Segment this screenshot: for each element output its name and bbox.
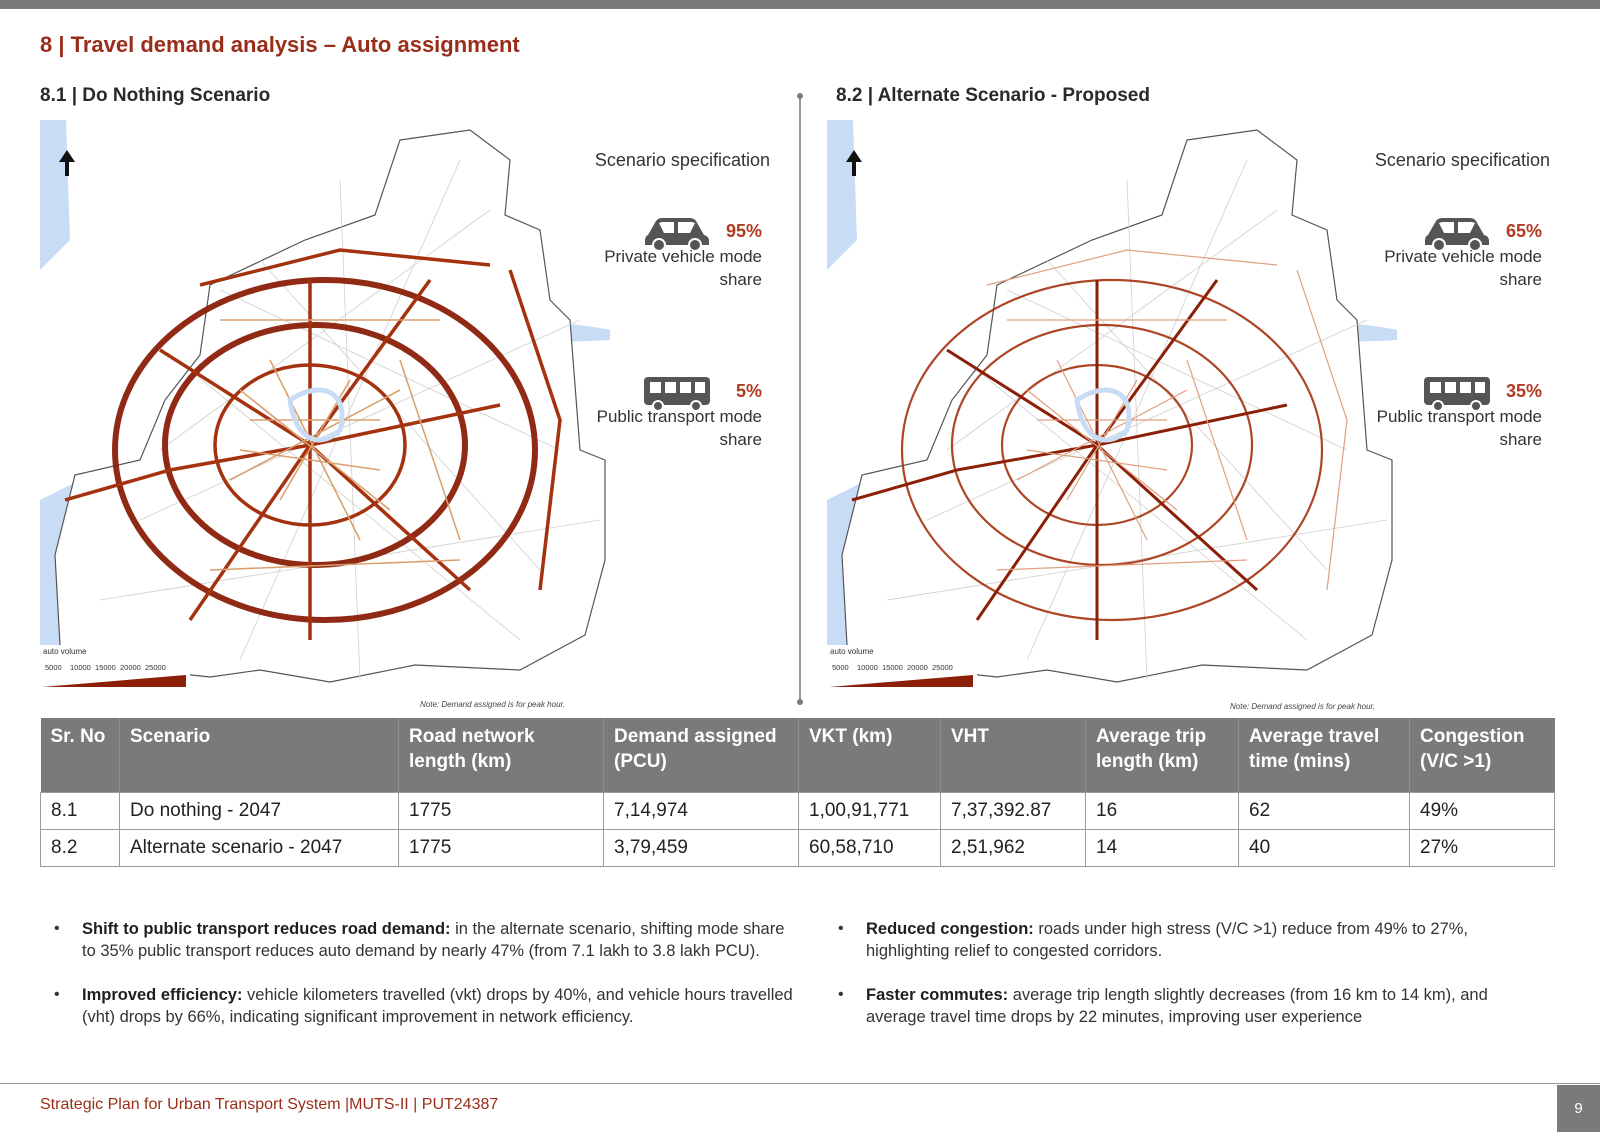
table-cell: 1775: [399, 792, 604, 829]
finding-bullet: [834, 984, 1534, 1028]
map-note: Note: Demand assigned is for peak hour.: [420, 700, 566, 709]
table-cell: 40: [1239, 829, 1410, 866]
network-map: [827, 120, 1409, 698]
top-bar: [0, 0, 1600, 9]
page-number: 9: [1557, 1085, 1600, 1132]
private-mode-row: [560, 215, 770, 375]
section-title-alternate: 8.2 | Alternate Scenario - Proposed: [836, 85, 1150, 106]
finding-heading: Shift to public transport reduces road demand:: [82, 920, 451, 938]
table-cell: Alternate scenario - 2047: [120, 829, 399, 866]
table-row: [41, 829, 1555, 866]
public-mode-row: [560, 375, 770, 535]
footer-divider: [0, 1083, 1600, 1084]
table-cell: 62: [1239, 792, 1410, 829]
finding-heading: Faster commutes:: [866, 986, 1009, 1004]
legend-tick: 5000: [45, 663, 62, 672]
table-cell: 7,37,392.87: [941, 792, 1086, 829]
public-mode-share-value: 35%: [1505, 381, 1542, 401]
north-arrow-icon: [57, 148, 77, 178]
finding-text: roads under high stress (V/C >1) reduce from 49% to 27%, highlighting relief to congested corridors.: [866, 920, 1469, 960]
map-do-nothing: [40, 120, 622, 698]
column-header: Demand assigned (PCU): [604, 718, 799, 792]
table-cell: 8.2: [41, 829, 120, 866]
table-cell: 3,79,459: [604, 829, 799, 866]
column-header: Congestion (V/C >1): [1410, 718, 1555, 792]
legend-tick: 10000: [70, 663, 91, 672]
legend-tick: 20000: [120, 663, 141, 672]
column-header: Average travel time (mins): [1239, 718, 1410, 792]
scenario-spec-right: [1340, 150, 1550, 535]
legend-tick: 25000: [932, 663, 953, 672]
table-cell: 27%: [1410, 829, 1555, 866]
legend-title: auto volume: [43, 647, 87, 656]
column-header: VKT (km): [799, 718, 941, 792]
table-cell: 2,51,962: [941, 829, 1086, 866]
legend-bar: [40, 673, 190, 689]
public-mode-share-label: Public transport mode share: [596, 407, 762, 449]
finding-bullet: [50, 918, 795, 962]
map-note: Note: Demand assigned is for peak hour.: [1230, 702, 1376, 711]
findings-right: [834, 918, 1534, 1050]
legend-ticks: [45, 663, 170, 672]
legend: [827, 645, 977, 690]
column-header: Road network length (km): [399, 718, 604, 792]
legend-tick: 20000: [907, 663, 928, 672]
section-divider: [799, 96, 801, 702]
table-cell: 60,58,710: [799, 829, 941, 866]
column-header: Sr. No: [41, 718, 120, 792]
finding-bullet: [834, 918, 1534, 962]
finding-text: in the alternate scenario, shifting mode share to 35% public transport reduces auto demand by nearly 47% (from 7.1 lakh to 3.8 lakh PCU).: [82, 920, 785, 960]
table-cell: 1,00,91,771: [799, 792, 941, 829]
public-mode-share-value: 5%: [735, 381, 762, 401]
legend-tick: 10000: [857, 663, 878, 672]
private-mode-row: [1340, 215, 1550, 375]
column-header: VHT: [941, 718, 1086, 792]
scenario-spec-left: [560, 150, 770, 535]
public-mode-row: [1340, 375, 1550, 535]
private-mode-share-label: Private vehicle mode share: [604, 247, 762, 289]
spec-title: Scenario specification: [1374, 150, 1550, 170]
private-mode-share-label: Private vehicle mode share: [1384, 247, 1542, 289]
findings-left: [50, 918, 795, 1050]
network-map: [40, 120, 622, 698]
finding-heading: Improved efficiency:: [82, 986, 243, 1004]
scenario-comparison-table: [40, 718, 1555, 867]
table-cell: 49%: [1410, 792, 1555, 829]
footer-text: Strategic Plan for Urban Transport System |MUTS-II | PUT24387: [40, 1096, 499, 1113]
column-header: Average trip length (km): [1086, 718, 1239, 792]
legend-tick: 15000: [882, 663, 903, 672]
finding-text: vehicle kilometers travelled (vkt) drops by 40%, and vehicle hours travelled (vht) drops by 66%, indicating significant improvement in network efficiency.: [82, 986, 793, 1026]
section-title-do-nothing: 8.1 | Do Nothing Scenario: [40, 85, 271, 106]
page-title: 8 | Travel demand analysis – Auto assignment: [40, 32, 520, 57]
finding-bullet: [50, 984, 795, 1028]
table-cell: 1775: [399, 829, 604, 866]
spec-title: Scenario specification: [594, 150, 770, 170]
map-alternate: [827, 120, 1409, 698]
legend-tick: 15000: [95, 663, 116, 672]
legend-ticks: [832, 663, 957, 672]
table-cell: Do nothing - 2047: [120, 792, 399, 829]
table-cell: 7,14,974: [604, 792, 799, 829]
table-header-row: [41, 718, 1555, 792]
table-cell: 14: [1086, 829, 1239, 866]
north-arrow-icon: [844, 148, 864, 178]
private-mode-share-value: 95%: [725, 221, 762, 241]
public-mode-share-label: Public transport mode share: [1376, 407, 1542, 449]
private-mode-share-value: 65%: [1505, 221, 1542, 241]
table-cell: 16: [1086, 792, 1239, 829]
table-cell: 8.1: [41, 792, 120, 829]
finding-heading: Reduced congestion:: [866, 920, 1034, 938]
legend: [40, 645, 190, 690]
table-row: [41, 792, 1555, 829]
column-header: Scenario: [120, 718, 399, 792]
legend-tick: 5000: [832, 663, 849, 672]
legend-tick: 25000: [145, 663, 166, 672]
finding-text: average trip length slightly decreases (from 16 km to 14 km), and average travel time drops by 22 minutes, improving user experience: [866, 986, 1488, 1026]
legend-bar: [827, 673, 977, 689]
legend-title: auto volume: [830, 647, 874, 656]
